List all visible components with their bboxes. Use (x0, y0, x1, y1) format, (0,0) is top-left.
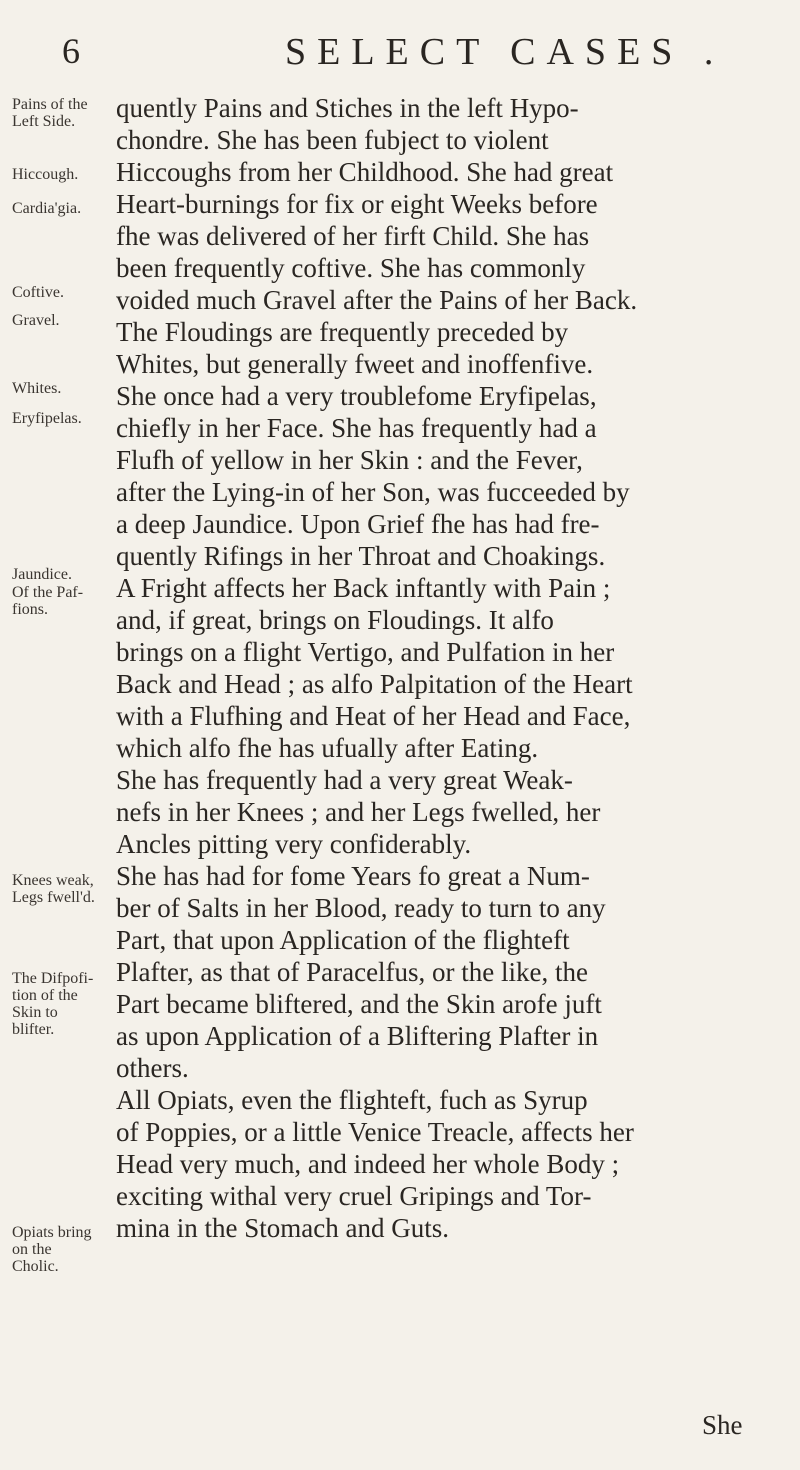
body-line: Back and Head ; as alfo Palpitation of the Heart (116, 669, 633, 699)
body-line: She once had a very troublefome Eryfipelas, (116, 381, 597, 411)
body-line: Part became bliftered, and the Skin arofe juft (116, 989, 602, 1019)
margin-note-line: Opiats bring (12, 1224, 92, 1241)
body-line: which alfo fhe has ufually after Eating. (116, 733, 539, 763)
margin-note-whites (12, 380, 108, 397)
margin-note-line: tion of the (12, 987, 78, 1004)
margin-note-costive (12, 284, 108, 301)
margin-note-skin (12, 970, 108, 1038)
body-line: Hiccoughs from her Childhood. She had great (116, 157, 614, 187)
margin-note-jaundice (12, 566, 108, 583)
margin-note-line: fions. (12, 601, 48, 618)
body-line: with a Flufhing and Heat of her Head and Face, (116, 701, 631, 731)
margin-note-line: Legs fwell'd. (12, 889, 95, 906)
margin-note-line: Coftive. (12, 284, 64, 301)
margin-note-line: Cardia'gia. (12, 200, 82, 217)
margin-note-line: Skin to (12, 1004, 58, 1021)
body-line: voided much Gravel after the Pains of her Back. (116, 285, 638, 315)
body-line: mina in the Stomach and Guts. (116, 1213, 449, 1243)
body-line: as upon Application of a Bliftering Plafter in (116, 1021, 599, 1051)
body-line: Ancles pitting very confiderably. (116, 829, 472, 859)
body-line: ber of Salts in her Blood, ready to turn to any (116, 893, 606, 923)
body-line: chiefly in her Face. She has frequently had a (116, 413, 597, 443)
body-line: quently Pains and Stiches in the left Hypo- (116, 93, 579, 123)
body-line: fhe was delivered of her firft Child. She has (116, 221, 590, 251)
margin-note-line: Hiccough. (12, 166, 79, 183)
body-line: exciting withal very cruel Gripings and Tor- (116, 1181, 592, 1211)
margin-note-line: Of the Paf- (12, 584, 84, 601)
margin-note-opiats (12, 1224, 108, 1275)
page-number: 6 (62, 31, 80, 71)
margin-note-line: Left Side. (12, 113, 76, 130)
margin-note-hiccough (12, 166, 108, 183)
body-line: of Poppies, or a little Venice Treacle, affects her (116, 1117, 634, 1147)
body-line: brings on a flight Vertigo, and Pulfation in her (116, 637, 615, 667)
margin-note-erysipelas (12, 410, 108, 427)
body-line: quently Rifings in her Throat and Choakings. (116, 541, 606, 571)
body-line: The Floudings are frequently preceded by (116, 317, 569, 347)
margin-note-line: The Difpofi- (12, 970, 94, 987)
margin-note-gravel (12, 312, 108, 329)
body-line: Flufh of yellow in her Skin : and the Fever, (116, 445, 583, 475)
body-line: others. (116, 1053, 189, 1083)
margin-note-cardialgia (12, 200, 108, 217)
body-line: chondre. She has been fubject to violent (116, 125, 549, 155)
catchword: She (702, 1410, 743, 1440)
body-line: She has had for fome Years fo great a Num- (116, 861, 590, 891)
body-line: Part, that upon Application of the flighteft (116, 925, 570, 955)
body-line: Head very much, and indeed her whole Body ; (116, 1149, 620, 1179)
page-header (0, 30, 800, 90)
margin-note-knees (12, 872, 108, 906)
margin-note-pains (12, 96, 108, 130)
body-line: and, if great, brings on Floudings. It alfo (116, 605, 554, 635)
body-line: Heart-burnings for fix or eight Weeks before (116, 189, 598, 219)
running-title: SELECT CASES . (285, 31, 725, 73)
margin-note-line: blifter. (12, 1021, 55, 1038)
margin-note-line: Pains of the (12, 96, 88, 113)
body-line: Whites, but generally fweet and inoffenfive. (116, 349, 594, 379)
margin-note-line: Gravel. (12, 312, 60, 329)
margin-note-line: Eryfipelas. (12, 410, 82, 427)
body-line: All Opiats, even the flighteft, fuch as Syrup (116, 1085, 588, 1115)
body-line: nefs in her Knees ; and her Legs fwelled, her (116, 797, 601, 827)
body-line: been frequently coftive. She has commonly (116, 253, 586, 283)
margin-note-line: on the (12, 1241, 52, 1258)
body-line: after the Lying-in of her Son, was fucceeded by (116, 477, 630, 507)
margin-note-passions (12, 584, 108, 618)
body-line: Plafter, as that of Paracelfus, or the like, the (116, 957, 588, 987)
body-line: She has frequently had a very great Weak- (116, 765, 573, 795)
body-line: a deep Jaundice. Upon Grief fhe has had fre- (116, 509, 600, 539)
margin-note-line: Cholic. (12, 1258, 59, 1275)
margin-note-line: Knees weak, (12, 872, 94, 889)
margin-note-line: Jaundice. (12, 566, 72, 583)
body-line: A Fright affects her Back inftantly with Pain ; (116, 573, 611, 603)
margin-note-line: Whites. (12, 380, 62, 397)
